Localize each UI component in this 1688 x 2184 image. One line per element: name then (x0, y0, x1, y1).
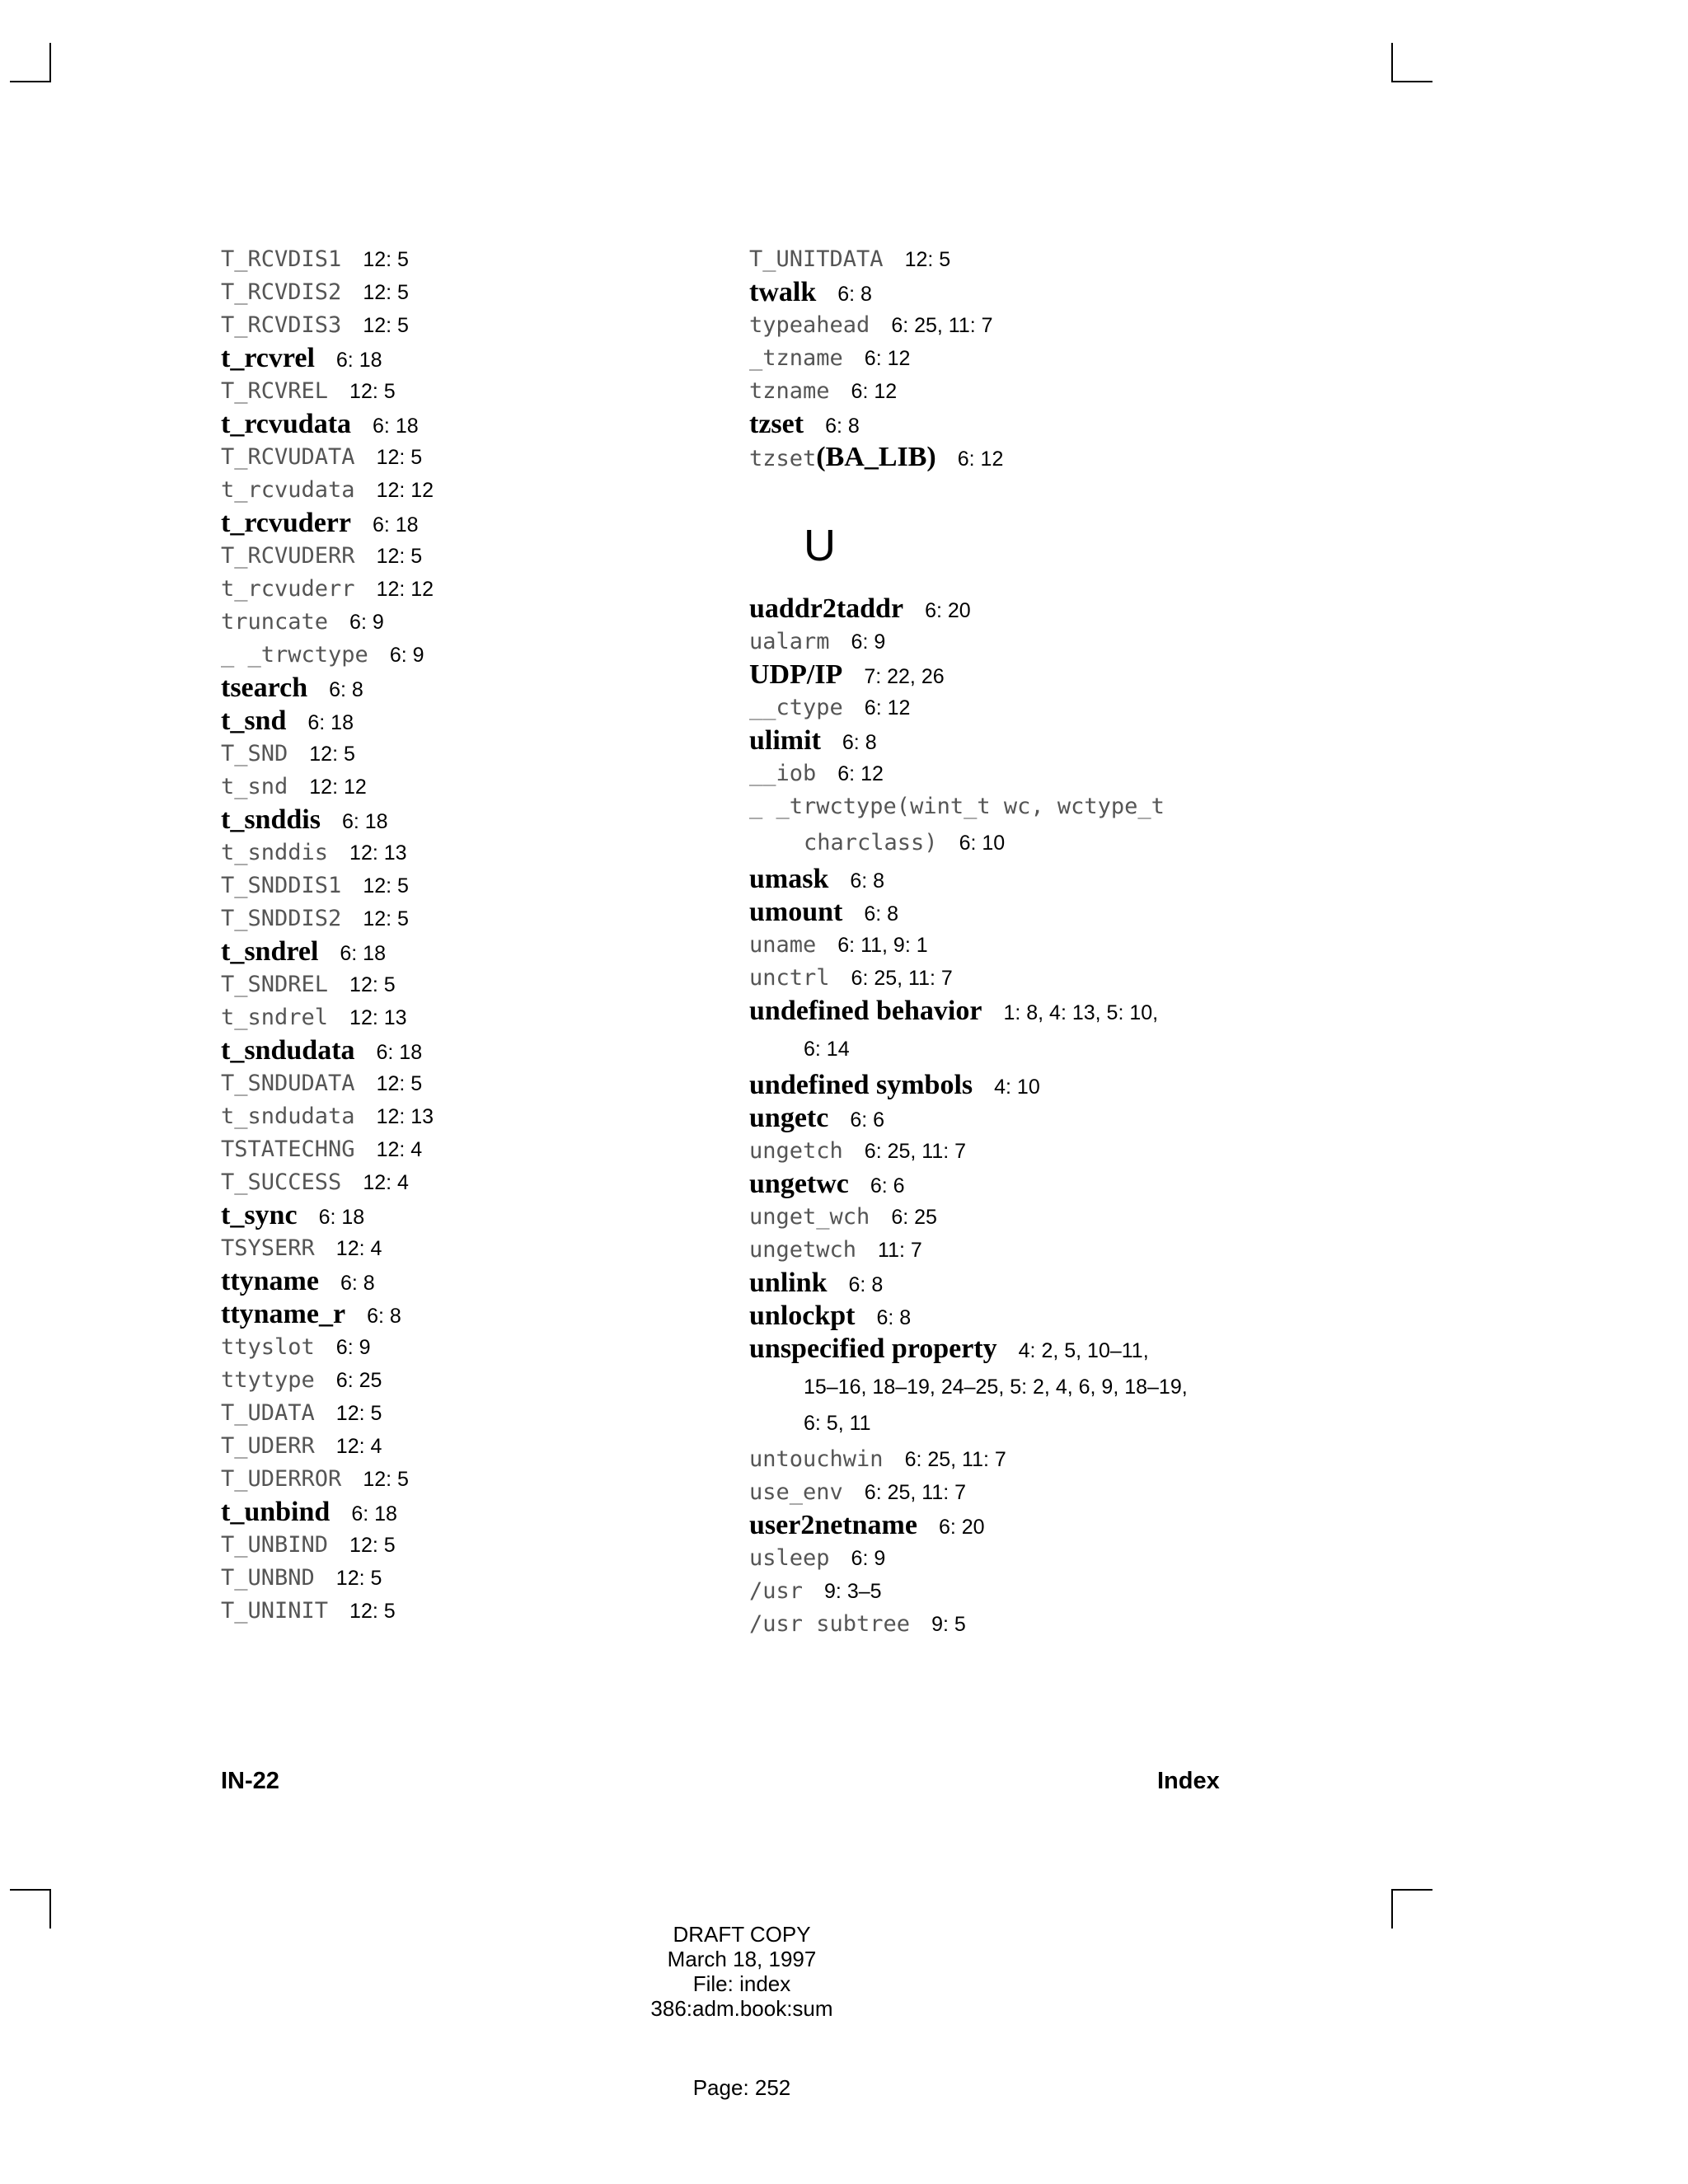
index-term: T_UNBIND (221, 1532, 329, 1558)
index-entry (749, 1267, 1188, 1300)
index-term: T_UDATA (221, 1400, 315, 1426)
index-refs: 12: 5 (376, 545, 423, 568)
index-refs: 6: 8 (340, 1272, 375, 1295)
index-term: untouchwin (749, 1446, 884, 1472)
index-refs: 11: 7 (878, 1239, 922, 1262)
index-refs: 6: 12 (837, 762, 884, 785)
index-entry (221, 1595, 434, 1628)
index-refs: 12: 4 (376, 1138, 423, 1161)
index-term: TSTATECHNG (221, 1137, 355, 1162)
index-refs: 12: 5 (376, 1072, 423, 1095)
index-entry (749, 1201, 1188, 1234)
index-entry-continuation (749, 827, 1188, 863)
index-entry (221, 705, 434, 738)
index-term: T_SNDUDATA (221, 1071, 355, 1096)
index-refs: 6: 8 (842, 731, 877, 754)
index-term: T_SNDREL (221, 972, 329, 997)
index-term: T_RCVUDATA (221, 444, 355, 470)
index-entry (221, 935, 434, 968)
index-entry (221, 243, 434, 276)
index-term: ttyname_r (221, 1299, 346, 1329)
index-term: unlockpt (749, 1301, 856, 1331)
index-entry (221, 606, 434, 639)
index-term: /usr subtree (749, 1611, 911, 1637)
index-refs: 12: 13 (349, 841, 407, 865)
index-refs: 6: 12 (864, 347, 911, 370)
page-number: Page: 252 (692, 2075, 791, 2100)
index-refs: 12: 13 (376, 1105, 434, 1128)
index-term: usleep (749, 1545, 830, 1571)
draft-line: DRAFT COPY (673, 1922, 811, 1947)
index-entry (221, 474, 434, 507)
index-term: use_env (749, 1479, 843, 1505)
index-entry (221, 1298, 434, 1331)
index-refs: 6: 18 (341, 810, 388, 833)
index-refs: 12: 5 (335, 1567, 382, 1590)
index-entry (749, 1575, 1188, 1608)
index-term: undefined symbols (749, 1070, 973, 1100)
index-term: t_sndrel (221, 936, 319, 967)
index-entry (221, 1529, 434, 1562)
index-refs: 12: 5 (349, 1534, 396, 1557)
page-label: IN-22 (221, 1768, 279, 1794)
index-entry (221, 738, 434, 771)
index-entry (749, 375, 1188, 408)
index-refs: 6: 6 (870, 1174, 905, 1197)
index-refs: 12: 5 (309, 743, 355, 766)
index-refs: 12: 12 (376, 479, 434, 502)
index-refs: 12: 4 (335, 1435, 382, 1458)
index-term: /usr (749, 1578, 804, 1604)
index-entry (221, 1034, 434, 1067)
index-refs: 7: 22, 26 (864, 665, 945, 688)
index-refs: 6: 8 (837, 283, 872, 306)
index-term: t_snddis (221, 840, 329, 865)
index-entry (749, 593, 1188, 626)
index-refs: 12: 5 (349, 973, 396, 996)
index-entry (221, 1133, 434, 1166)
index-refs: 6: 8 (848, 1273, 884, 1296)
index-term: t_sndudata (221, 1035, 355, 1066)
index-refs: 6: 18 (376, 1041, 423, 1064)
index-refs: 6: 9 (389, 644, 424, 667)
section-label: Index (1157, 1768, 1220, 1794)
index-term: uaddr2taddr (749, 593, 904, 624)
index-entry (749, 929, 1188, 962)
index-entry (749, 790, 1188, 863)
index-group-u (749, 593, 1188, 1641)
index-term: unget_wch (749, 1204, 870, 1230)
index-group-t-continued (749, 243, 1188, 474)
index-refs: 6: 18 (335, 349, 382, 372)
index-refs: 6: 9 (335, 1336, 371, 1359)
index-refs: 6: 6 (850, 1108, 885, 1132)
index-refs: 6: 8 (850, 869, 885, 893)
index-refs: 6: 12 (957, 448, 1004, 471)
index-entry (749, 1542, 1188, 1575)
index-refs: 6: 11, 9: 1 (837, 934, 928, 957)
index-entry (221, 1562, 434, 1595)
index-term: T_RCVDIS3 (221, 312, 342, 338)
index-term: unspecified property (749, 1333, 997, 1364)
index-refs: 6: 8 (329, 678, 363, 701)
index-refs-continuation (749, 1033, 1188, 1069)
index-entry (749, 962, 1188, 995)
index-refs: 6: 9 (349, 611, 384, 634)
index-term: unctrl (749, 965, 830, 991)
index-refs: 6: 18 (351, 1502, 397, 1526)
index-refs: 12: 5 (904, 248, 951, 271)
index-refs: 6: 18 (372, 513, 419, 537)
index-term: umask (749, 864, 829, 894)
index-refs: 4: 2, 5, 10–11, (1018, 1339, 1149, 1362)
index-term: tzset (749, 409, 804, 439)
index-entry (749, 276, 1188, 309)
index-entry (749, 691, 1188, 724)
index-entry (221, 1001, 434, 1034)
index-term: __ctype (749, 695, 843, 720)
index-refs: 6: 25, 11: 7 (904, 1448, 1006, 1471)
index-refs: 6: 10 (959, 832, 1006, 855)
index-entry (749, 1443, 1188, 1476)
index-term: t_rcvuderr (221, 576, 355, 602)
index-entry (221, 375, 434, 408)
index-term: user2netname (749, 1510, 917, 1540)
index-entry (749, 1135, 1188, 1168)
crop-mark-bottom-right-v (1391, 1889, 1393, 1929)
index-entry (221, 639, 434, 672)
index-term: truncate (221, 609, 329, 635)
index-entry (749, 1300, 1188, 1333)
index-column-right (749, 243, 1188, 1641)
index-refs: 6: 12 (864, 696, 911, 719)
index-entry (221, 1232, 434, 1265)
index-refs: 6: 25 (891, 1206, 937, 1229)
index-refs: 6: 20 (925, 599, 971, 622)
index-entry (749, 1069, 1188, 1102)
index-term: ungetc (749, 1103, 829, 1133)
index-refs: 12: 4 (335, 1237, 382, 1260)
index-entry (221, 309, 434, 342)
index-refs: 15–16, 18–19, 24–25, 5: 2, 4, 6, 9, 18–19, (804, 1376, 1188, 1399)
index-entry (749, 1509, 1188, 1542)
index-term: ungetch (749, 1138, 843, 1164)
index-entry (221, 968, 434, 1001)
index-term: tsearch (221, 673, 308, 703)
index-entry (749, 724, 1188, 757)
index-entry (221, 1100, 434, 1133)
index-refs: 4: 10 (994, 1076, 1040, 1099)
index-entry (221, 1364, 434, 1397)
index-term: T_RCVUDERR (221, 543, 355, 569)
index-term: _tzname (749, 345, 843, 371)
index-refs: 12: 13 (349, 1006, 407, 1029)
index-term: t_rcvudata (221, 409, 352, 439)
index-term: T_SNDDIS1 (221, 873, 342, 898)
index-entry (749, 1234, 1188, 1267)
index-entry (221, 902, 434, 935)
index-entry (749, 441, 1188, 474)
index-refs: 6: 14 (804, 1038, 850, 1061)
index-term: T_SUCCESS (221, 1169, 342, 1195)
index-entry (221, 771, 434, 804)
index-entry (221, 573, 434, 606)
index-term: ualarm (749, 629, 830, 654)
index-entry (749, 995, 1188, 1069)
index-refs: 12: 5 (363, 314, 409, 337)
index-entry (221, 507, 434, 540)
index-term: t_snd (221, 705, 287, 736)
index-entry (749, 863, 1188, 896)
index-term: ttyslot (221, 1334, 315, 1360)
index-entry (221, 441, 434, 474)
crop-mark-top-left-v (49, 43, 51, 82)
crop-mark-bottom-left-h (10, 1889, 51, 1891)
index-refs: 9: 5 (931, 1613, 966, 1636)
index-refs: 9: 3–5 (824, 1580, 882, 1603)
index-refs: 6: 8 (367, 1305, 401, 1328)
index-entry (221, 1496, 434, 1529)
index-term: t_sndudata (221, 1104, 355, 1129)
index-term: T_UDERROR (221, 1466, 342, 1492)
index-entry (749, 1476, 1188, 1509)
index-refs-continuation (749, 1371, 1188, 1407)
index-entry (749, 408, 1188, 441)
index-refs: 6: 12 (851, 380, 898, 403)
index-term: unlink (749, 1268, 828, 1298)
index-term: tzset (749, 446, 817, 471)
index-entry (749, 757, 1188, 790)
draft-file: File: index (692, 1971, 791, 1996)
index-refs: 6: 9 (851, 1547, 886, 1570)
draft-block (577, 1922, 907, 2021)
index-entry (221, 1199, 434, 1232)
crop-mark-top-left-h (10, 81, 51, 82)
crop-mark-bottom-right-h (1391, 1889, 1432, 1891)
index-refs: 12: 5 (363, 248, 409, 271)
index-refs: 6: 8 (876, 1306, 912, 1329)
index-refs: 6: 18 (318, 1206, 365, 1229)
index-refs: 12: 5 (335, 1402, 382, 1425)
index-refs: 12: 5 (376, 446, 423, 469)
index-refs: 12: 5 (349, 380, 396, 403)
index-refs: 12: 5 (363, 907, 409, 930)
index-entry (749, 342, 1188, 375)
index-term: ttyname (221, 1266, 319, 1296)
index-refs: 12: 12 (376, 578, 434, 601)
index-column-left (221, 243, 434, 1628)
index-entry (221, 1265, 434, 1298)
index-entry (221, 276, 434, 309)
index-term: ungetwc (749, 1169, 849, 1199)
index-term: T_RCVDIS1 (221, 246, 342, 272)
index-term: tzname (749, 378, 830, 404)
index-term: t_rcvrel (221, 343, 315, 373)
draft-book: 386:adm.book:sum (650, 1996, 833, 2021)
index-refs: 12: 5 (363, 281, 409, 304)
index-entry (221, 837, 434, 869)
index-term-suffix: (BA_LIB) (816, 442, 936, 472)
index-refs: 12: 5 (363, 1468, 409, 1491)
index-term: T_UNINIT (221, 1598, 329, 1624)
index-refs: 1: 8, 4: 13, 5: 10, (1003, 1001, 1159, 1024)
index-term: _ _trwctype(wint_t wc, wctype_t (749, 794, 1165, 819)
index-term-continued: charclass) (804, 830, 938, 855)
crop-mark-top-right-h (1391, 81, 1432, 82)
index-refs: 6: 9 (851, 630, 886, 654)
index-refs: 6: 25, 11: 7 (864, 1481, 967, 1504)
index-term: t_sync (221, 1200, 298, 1230)
index-entry (749, 1168, 1188, 1201)
index-entry (749, 658, 1188, 691)
draft-date: March 18, 1997 (667, 1947, 817, 1971)
index-term: t_snd (221, 774, 288, 799)
index-entry (221, 540, 434, 573)
index-entry (221, 672, 434, 705)
index-refs: 6: 18 (340, 942, 386, 965)
index-entry (221, 1397, 434, 1430)
index-refs: 6: 8 (825, 415, 860, 438)
index-term: T_RCVREL (221, 378, 329, 404)
index-term: T_SND (221, 741, 288, 766)
index-term: T_UNBND (221, 1565, 315, 1591)
index-refs: 6: 25, 11: 7 (851, 967, 953, 990)
index-refs: 6: 20 (938, 1516, 985, 1539)
index-refs: 6: 18 (307, 711, 354, 734)
index-refs: 6: 8 (864, 902, 899, 926)
index-entry (221, 1331, 434, 1364)
index-entry (221, 1463, 434, 1496)
index-entry (749, 309, 1188, 342)
index-refs: 12: 5 (363, 874, 409, 898)
index-term: T_UNITDATA (749, 246, 884, 272)
index-term: __iob (749, 761, 817, 786)
index-term: twalk (749, 277, 817, 307)
index-term: t_rcvudata (221, 477, 355, 503)
index-entry (221, 1067, 434, 1100)
crop-mark-bottom-left-v (49, 1889, 51, 1929)
index-term: uname (749, 932, 817, 958)
index-term: ulimit (749, 725, 821, 756)
index-entry (749, 1333, 1188, 1443)
index-term: TSYSERR (221, 1235, 315, 1261)
index-term: t_sndrel (221, 1005, 329, 1030)
index-refs: 12: 5 (349, 1600, 396, 1623)
index-term: t_snddis (221, 804, 321, 835)
index-refs: 6: 25, 11: 7 (891, 314, 993, 337)
index-entry (221, 1166, 434, 1199)
index-term: ungetwch (749, 1237, 857, 1263)
index-refs: 6: 25, 11: 7 (864, 1140, 967, 1163)
index-term: undefined behavior (749, 996, 982, 1026)
index-term: typeahead (749, 312, 870, 338)
index-term: T_RCVDIS2 (221, 279, 342, 305)
index-term: t_rcvuderr (221, 508, 351, 538)
index-entry (749, 243, 1188, 276)
index-term: T_UDERR (221, 1433, 315, 1459)
index-term: t_unbind (221, 1497, 331, 1527)
index-entry (221, 342, 434, 375)
index-term: UDP/IP (749, 659, 843, 690)
index-refs: 6: 5, 11 (804, 1412, 871, 1435)
index-refs: 12: 4 (363, 1171, 409, 1194)
index-entry (221, 869, 434, 902)
index-term: umount (749, 897, 843, 927)
index-entry (221, 408, 434, 441)
index-term: _ _trwctype (221, 642, 368, 668)
section-letter: U (804, 521, 836, 570)
index-term: T_SNDDIS2 (221, 906, 342, 931)
index-entry (221, 804, 434, 837)
index-refs: 12: 12 (309, 776, 367, 799)
index-entry (749, 1102, 1188, 1135)
index-term: ttytype (221, 1367, 315, 1393)
index-refs: 6: 18 (373, 415, 419, 438)
index-entry (749, 896, 1188, 929)
index-refs: 6: 25 (335, 1369, 382, 1392)
index-entry (221, 1430, 434, 1463)
index-refs-continuation (749, 1407, 1188, 1443)
index-entry (749, 1608, 1188, 1641)
crop-mark-top-right-v (1391, 43, 1393, 82)
index-entry (749, 626, 1188, 658)
